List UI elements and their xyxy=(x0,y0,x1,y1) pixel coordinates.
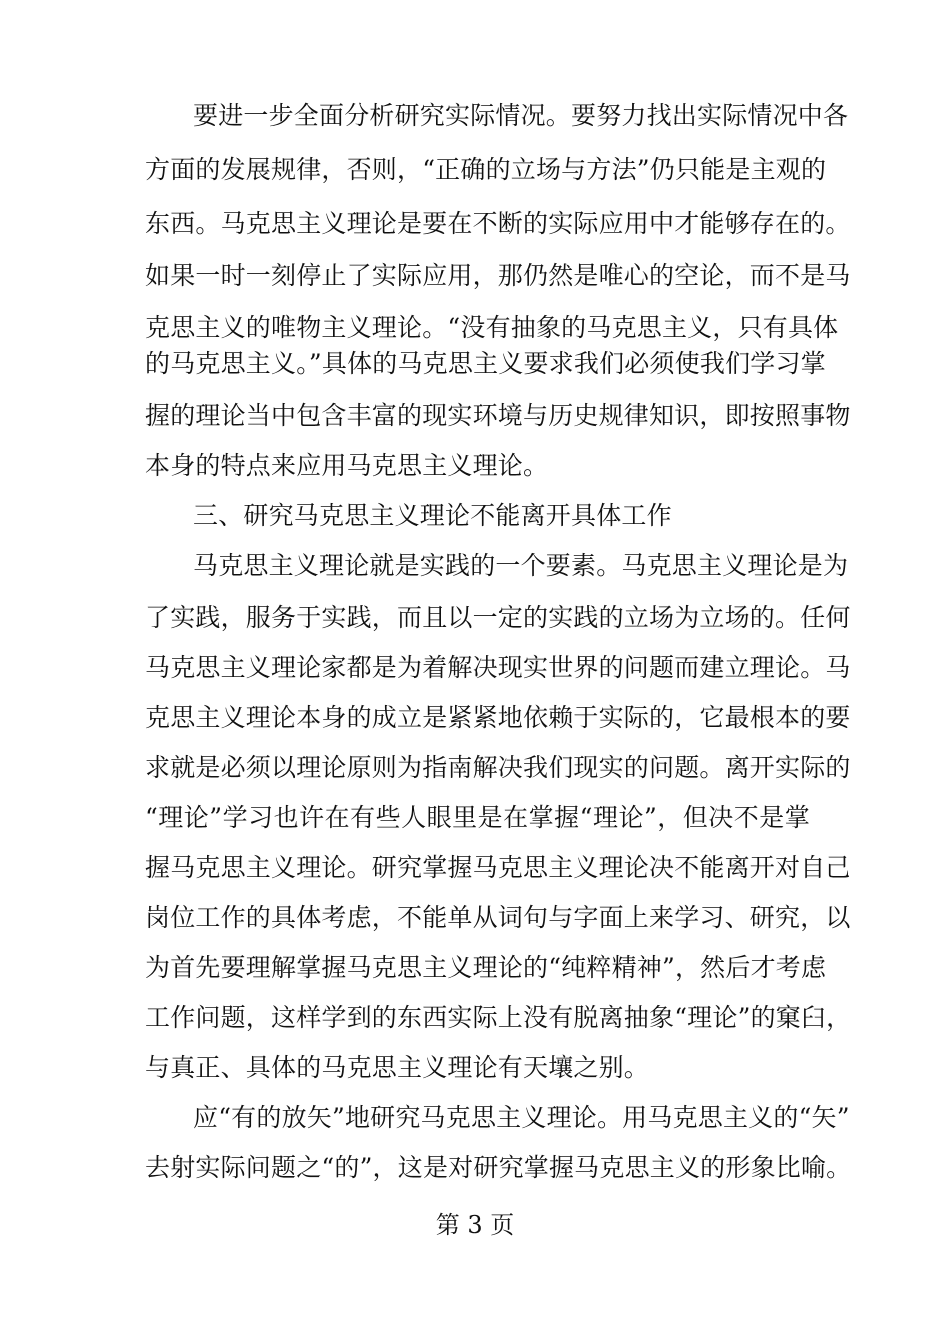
paragraph-3-line-1: 应“有的放矢”地研究马克思主义理论。用马克思主义的“矢” xyxy=(193,1103,850,1132)
paragraph-1-line-5: 克思主义的唯物主义理论。“没有抽象的马克思主义，只有具体 xyxy=(145,313,839,342)
section-heading: 三、研究马克思主义理论不能离开具体工作 xyxy=(193,501,672,530)
paragraph-1-line-1: 要进一步全面分析研究实际情况。要努力找出实际情况中各 xyxy=(193,101,849,130)
paragraph-1-line-3: 东西。马克思主义理论是要在不断的实际应用中才能够存在的。 xyxy=(145,209,851,238)
paragraph-2-line-8: 岗位工作的具体考虑，不能单从词句与字面上来学习、研究，以 xyxy=(145,903,851,932)
paragraph-1-line-4: 如果一时一刻停止了实际应用，那仍然是唯心的空论，而不是马 xyxy=(145,261,851,290)
paragraph-2-line-10: 工作问题，这样学到的东西实际上没有脱离抽象“理论”的窠臼， xyxy=(145,1003,852,1032)
paragraph-2-line-9: 为首先要理解掌握马克思主义理论的“纯粹精神”，然后才考虑 xyxy=(145,953,827,982)
paragraph-2-line-1: 马克思主义理论就是实践的一个要素。马克思主义理论是为 xyxy=(193,551,849,580)
paragraph-2-line-11: 与真正、具体的马克思主义理论有天壤之别。 xyxy=(145,1053,650,1082)
paragraph-3-line-2: 去射实际问题之“的”，这是对研究掌握马克思主义的形象比喻。 xyxy=(145,1153,852,1182)
paragraph-2-line-2: 了实践，服务于实践，而且以一定的实践的立场为立场的。任何 xyxy=(145,603,851,632)
page-number: 第 3 页 xyxy=(435,1211,515,1239)
paragraph-1-line-6: 的马克思主义。”具体的马克思主义要求我们必须使我们学习掌 xyxy=(145,349,826,378)
paragraph-2-line-4: 克思主义理论本身的成立是紧紧地依赖于实际的，它最根本的要 xyxy=(145,703,851,732)
paragraph-1-line-8: 本身的特点来应用马克思主义理论。 xyxy=(145,451,549,480)
paragraph-1-line-2: 方面的发展规律，否则，“正确的立场与方法”仍只能是主观的 xyxy=(145,155,827,184)
paragraph-2-line-6: “理论”学习也许在有些人眼里是在掌握“理论”，但决不是掌 xyxy=(145,803,810,832)
paragraph-2-line-3: 马克思主义理论家都是为着解决现实世界的问题而建立理论。马 xyxy=(145,653,851,682)
paragraph-2-line-5: 求就是必须以理论原则为指南解决我们现实的问题。离开实际的 xyxy=(145,753,851,782)
paragraph-2-line-7: 握马克思主义理论。研究掌握马克思主义理论决不能离开对自己 xyxy=(145,853,851,882)
paragraph-1-line-7: 握的理论当中包含丰富的现实环境与历史规律知识，即按照事物 xyxy=(145,401,851,430)
